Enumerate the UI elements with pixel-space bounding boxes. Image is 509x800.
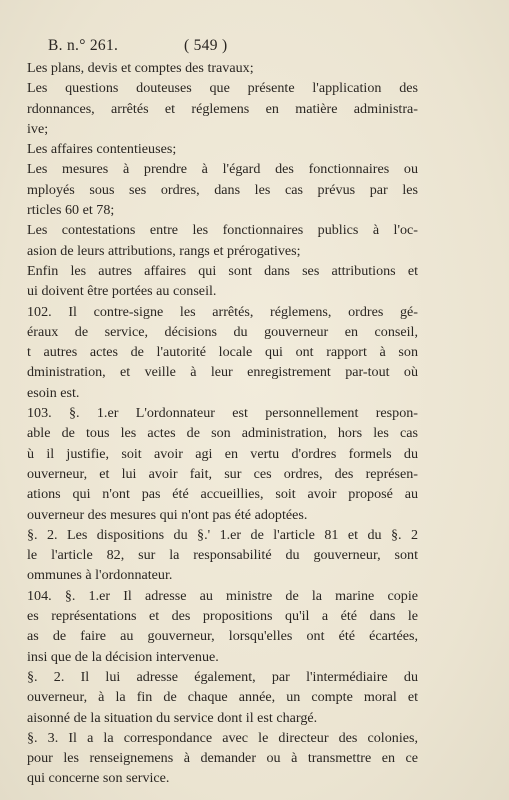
text-line: Enfin les autres affaires qui sont dans ses attributions et: [27, 262, 418, 279]
text-line: 104. §. 1.er Il adresse au ministre de la marine copie: [27, 587, 418, 604]
text-line: Les plans, devis et comptes des travaux;: [27, 60, 254, 76]
text-line: ui doivent être portées au conseil.: [27, 283, 217, 300]
text-line: §. 3. Il a la correspondance avec le directeur des colonies,: [27, 729, 418, 746]
text-line: ouverneur, et lui avoir fait, sur ces ordres, des représen-: [27, 465, 418, 482]
text-line: esoin est.: [27, 384, 80, 401]
text-line: éraux de service, décisions du gouverneur en conseil,: [27, 323, 418, 340]
text-line: 102. Il contre-signe les arrêtés, réglemens, ordres gé-: [27, 303, 418, 320]
text-line: dministration, et veille à leur enregistrement par-tout où: [27, 364, 418, 381]
page-number: ( 549 ): [184, 37, 228, 54]
text-line: pour les renseignemens à demander ou à transmettre en ce: [27, 750, 418, 767]
text-line: ù il justifie, soit avoir agi en vertu d'ordres formels du: [27, 445, 418, 462]
text-line: insi que de la décision intervenue.: [27, 648, 219, 665]
text-line: rticles 60 et 78;: [27, 202, 115, 219]
text-line: es représentations et des propositions qu'il a été dans le: [27, 608, 418, 625]
text-line: Les questions douteuses que présente l'application des: [27, 80, 418, 97]
text-line: Les affaires contentieuses;: [27, 141, 177, 158]
text-line: ouverneur, à la fin de chaque année, un compte moral et: [27, 689, 418, 706]
text-line: able de tous les actes de son administration, hors les cas: [27, 425, 418, 442]
text-line: le l'article 82, sur la responsabilité du gouverneur, sont: [27, 547, 418, 564]
text-line: ommunes à l'ordonnateur.: [27, 567, 173, 584]
body-text: [27, 58, 418, 789]
text-line: mployés sous ses ordres, dans les cas prévus par les: [27, 181, 418, 198]
text-line: Les contestations entre les fonctionnaires publics à l'oc-: [27, 222, 418, 239]
text-line: rdonnances, arrêtés et réglemens en matière administra-: [27, 100, 418, 117]
text-line: as de faire au gouverneur, lorsqu'elles ont été écartées,: [27, 628, 418, 645]
text-line: ive;: [27, 120, 49, 137]
text-line: ations qui n'ont pas été accueillies, soit avoir proposé au: [27, 486, 418, 503]
text-line: aisonné de la situation du service dont il est chargé.: [27, 709, 318, 726]
text-line: t autres actes de l'autorité locale qui ont rapport à son: [27, 344, 418, 361]
text-line: §. 2. Il lui adresse également, par l'intermédiaire du: [27, 668, 418, 685]
text-line: ouverneur des mesures qui n'ont pas été adoptées.: [27, 506, 308, 523]
text-line: 103. §. 1.er L'ordonnateur est personnellement respon-: [27, 405, 418, 422]
text-line: §. 2. Les dispositions du §.' 1.er de l'article 81 et du §. 2: [27, 526, 418, 543]
text-line: qui concerne son service.: [27, 770, 170, 787]
text-line: Les mesures à prendre à l'égard des fonctionnaires ou: [27, 161, 418, 178]
text-line: asion de leurs attributions, rangs et prérogatives;: [27, 242, 301, 259]
bulletin-signature: B. n.° 261.: [48, 37, 119, 54]
